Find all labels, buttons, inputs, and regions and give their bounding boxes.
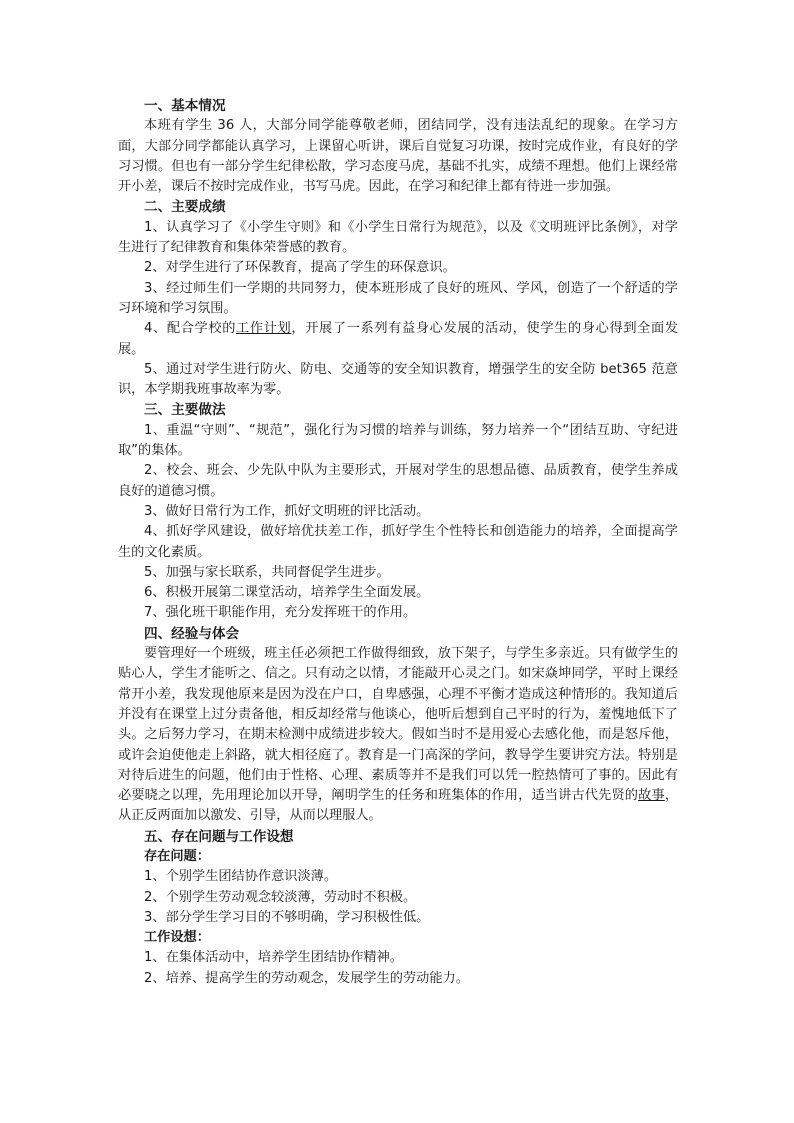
- achievement-item: 5、通过对学生进行防火、防电、交通等的安全知识教育，增强学生的安全防 bet365 范意识，本学期我班事故率为零。: [118, 361, 678, 398]
- achievement-item: 3、经过师生们一学期的共同努力，使本班形成了良好的班风、学风，创造了一个舒适的学习环境和学习氛围。: [118, 280, 678, 316]
- achievement-item: [118, 319, 678, 360]
- problem-item: 3、部分学生学习目的不够明确，学习积极性低。: [144, 909, 430, 925]
- document-body: [118, 96, 678, 989]
- method-item: 6、积极开展第二课堂活动，培养学生全面发展。: [144, 585, 430, 601]
- section-heading-basic: 一、基本情况: [144, 98, 226, 114]
- section-heading-achievements: 二、主要成绩: [144, 199, 226, 216]
- section-heading-methods: 三、主要做法: [144, 402, 226, 419]
- story-link[interactable]: 故事: [638, 788, 665, 804]
- plan-item: 1、在集体活动中，培养学生团结协作精神。: [144, 950, 403, 966]
- section-heading-problems-plans: 五、存在问题与工作设想: [144, 828, 294, 845]
- experience-paragraph: [118, 644, 678, 827]
- method-item: 4、抓好学风建设，做好培优扶差工作，抓好学生个性特长和创造能力的培养，全面提高学生的文化素质。: [118, 524, 678, 560]
- achievement-item-suffix: ，开展了一系列有益身心发展的活动，使学生的身心得到全面发展。: [118, 321, 679, 357]
- section-heading-experience: 四、经验与体会: [144, 625, 240, 642]
- plan-item: 2、培养、提高学生的劳动观念，发展学生的劳动能力。: [144, 970, 469, 986]
- problem-item: 2、个别学生劳动观念较淡薄，劳动时不积极。: [144, 889, 417, 905]
- plans-subheading: 工作设想：: [144, 930, 210, 946]
- method-item: 1、重温“守则”、“规范”，强化行为习惯的培养与训练，努力培养一个“团结互助、守纪进取”的集体。: [118, 422, 678, 459]
- work-plan-link[interactable]: 工作计划: [236, 321, 292, 337]
- method-item: 7、强化班干职能作用，充分发挥班干的作用。: [144, 605, 417, 621]
- achievement-item: 1、认真学习了《小学生守则》和《小学生日常行为规范》，以及《文明班评比条例》，对学生进行了纪律教育和集体荣誉感的教育。: [118, 219, 678, 256]
- method-item: 5、加强与家长联系，共同督促学生进步。: [144, 564, 390, 580]
- achievement-item-prefix: 4、配合学校的: [144, 321, 237, 337]
- method-item: 3、做好日常行为工作，抓好文明班的评比活动。: [144, 503, 430, 519]
- problem-item: 1、个别学生团结协作意识淡薄。: [144, 869, 338, 885]
- experience-text-end: ，从正反两面加以激发、引导，从而以理服人。: [118, 788, 679, 824]
- basic-situation-paragraph: 本班有学生 36 人，大部分同学能尊敬老师，团结同学，没有违法乱纪的现象。在学习方面，大部分同学都能认真学习，上课留心听讲，课后自觉复习功课，按时完成作业，有良好的学习习惯。但也有一部分学生纪律松散，学习态度马虎，基础不扎实，成绩不理想。他们上课经常开小差，课后不按时完成作业，书写马虎。因此，在学习和纪律上都有待进一步加强。: [118, 118, 678, 195]
- achievement-item: 2、对学生进行了环保教育，提高了学生的环保意识。: [144, 260, 456, 276]
- experience-text: 要管理好一个班级，班主任必须把工作做得细致，放下架子，与学生多亲近。只有做学生的贴心人，学生才能听之、信之。只有动之以情，才能敲开心灵之门。如宋焱坤同学，平时上课经常开小差，我发现他原来是因为没在户口，自卑感强，心理不平衡才造成这种情形的。我知道后并没有在课堂上过分责备他，相反却经常与他谈心，他听后想到自己平时的行为，羞愧地低下了头。之后努力学习，在期末检测中成绩进步较大。假如当时不是用爱心去感化他，而是怒斥他，或许会迫使他走上斜路，就大相径庭了。教育是一门高深的学问，教导学生要讲究方法。特别是对待后进生的问题，他们由于性格、心理、素质等并不是我们可以凭一腔热情可了事的。因此有必要晓之以理，先用理论加以开导，阐明学生的任务和班集体的作用，适当讲古代先贤的: [118, 646, 678, 804]
- method-item: 2、校会、班会、少先队中队为主要形式，开展对学生的思想品德、品质教育，使学生养成良好的道德习惯。: [118, 463, 678, 499]
- problems-subheading: 存在问题：: [144, 848, 210, 864]
